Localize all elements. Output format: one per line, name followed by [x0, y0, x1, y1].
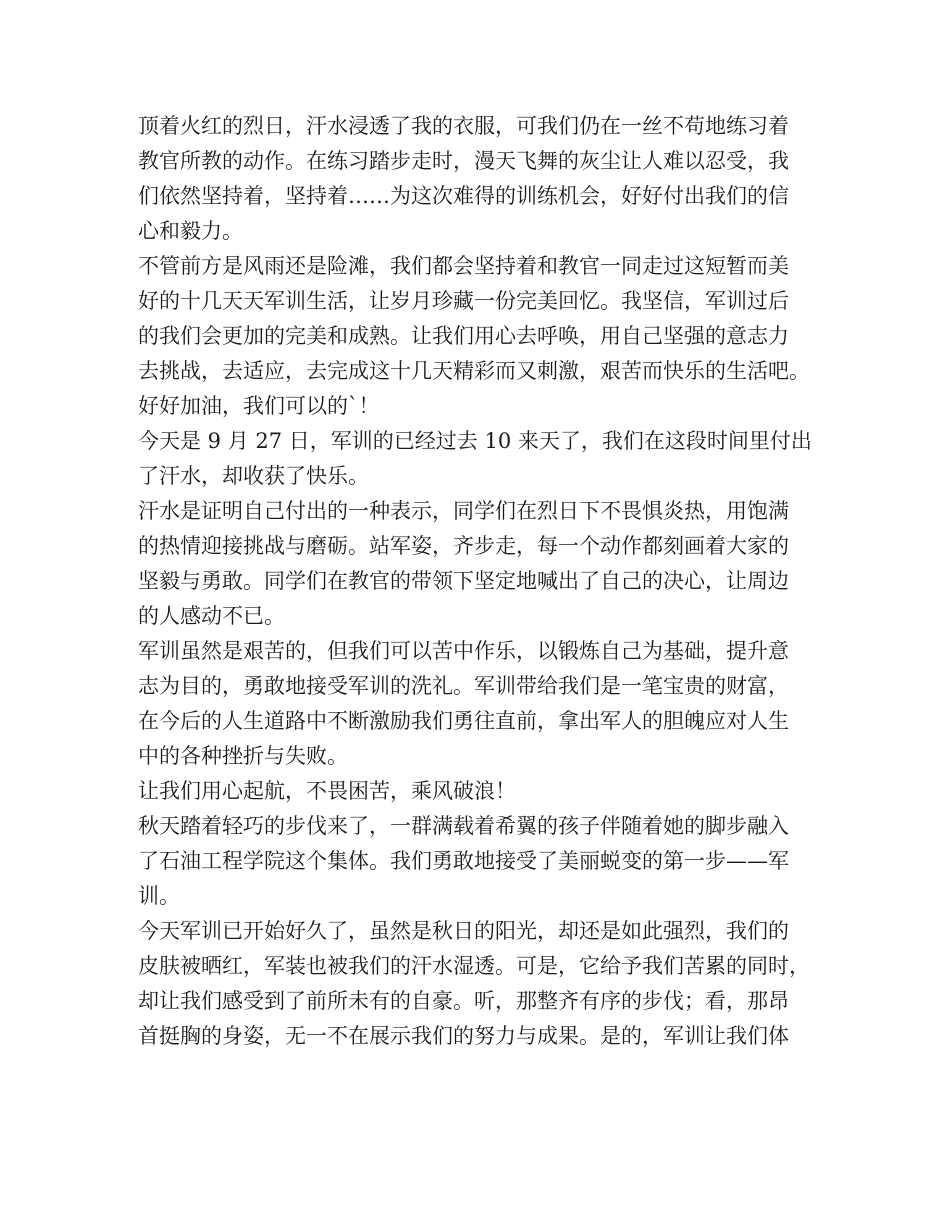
text-line: 中的各种挫折与失败。	[138, 744, 348, 768]
text-line: 去挑战，去适应，去完成这十几天精彩而又刺激，艰苦而快乐的生活吧。	[138, 359, 810, 383]
text-line: 首挺胸的身姿，无一不在展示我们的努力与成果。是的，军训让我们体	[138, 1024, 789, 1048]
text-line: 皮肤被晒红，军装也被我们的汗水湿透。可是，它给予我们苦累的同时，	[138, 954, 810, 978]
text-line: 教官所教的动作。在练习踏步走时，漫天飞舞的灰尘让人难以忍受，我	[138, 149, 789, 173]
text-line: 秋天踏着轻巧的步伐来了，一群满载着希翼的孩子伴随着她的脚步融入	[138, 814, 789, 838]
text-line: 今天军训已开始好久了，虽然是秋日的阳光，却还是如此强烈，我们的	[138, 919, 789, 943]
text-line: 坚毅与勇敢。同学们在教官的带领下坚定地喊出了自己的决心，让周边	[138, 569, 789, 593]
text-line: 心和毅力。	[138, 219, 243, 243]
text-line: 的人感动不已。	[138, 604, 285, 628]
text-line: 却让我们感受到了前所未有的自豪。听，那整齐有序的步伐；看，那昂	[138, 989, 789, 1013]
text-line: 在今后的人生道路中不断激励我们勇往直前，拿出军人的胆魄应对人生	[138, 709, 789, 733]
text-line: 军训虽然是艰苦的，但我们可以苦中作乐，以锻炼自己为基础，提升意	[138, 639, 789, 663]
text-line: 今天是 9 月 27 日，军训的已经过去 10 来天了，我们在这段时间里付出	[138, 429, 812, 453]
text-line: 志为目的，勇敢地接受军训的洗礼。军训带给我们是一笔宝贵的财富，	[138, 674, 789, 698]
text-line: 了石油工程学院这个集体。我们勇敢地接受了美丽蜕变的第一步——军	[138, 849, 789, 873]
text-line: 的热情迎接挑战与磨砺。站军姿，齐步走，每一个动作都刻画着大家的	[138, 534, 789, 558]
text-line: 汗水是证明自己付出的一种表示，同学们在烈日下不畏惧炎热，用饱满	[138, 499, 789, 523]
text-line: 的我们会更加的完美和成熟。让我们用心去呼唤，用自己坚强的意志力	[138, 324, 789, 348]
text-line: 了汗水，却收获了快乐。	[138, 464, 369, 488]
text-line: 好的十几天天军训生活，让岁月珍藏一份完美回忆。我坚信，军训过后	[138, 289, 789, 313]
text-line: 好好加油，我们可以的`！	[138, 394, 380, 418]
text-line: 顶着火红的烈日，汗水浸透了我的衣服，可我们仍在一丝不苟地练习着	[138, 114, 789, 138]
text-line: 们依然坚持着，坚持着……为这次难得的训练机会，好好付出我们的信	[138, 184, 789, 208]
text-line: 不管前方是风雨还是险滩，我们都会坚持着和教官一同走过这短暂而美	[138, 254, 789, 278]
text-line: 让我们用心起航，不畏困苦，乘风破浪！	[138, 779, 516, 803]
body-text	[138, 109, 838, 1054]
text-line: 训。	[138, 884, 180, 908]
